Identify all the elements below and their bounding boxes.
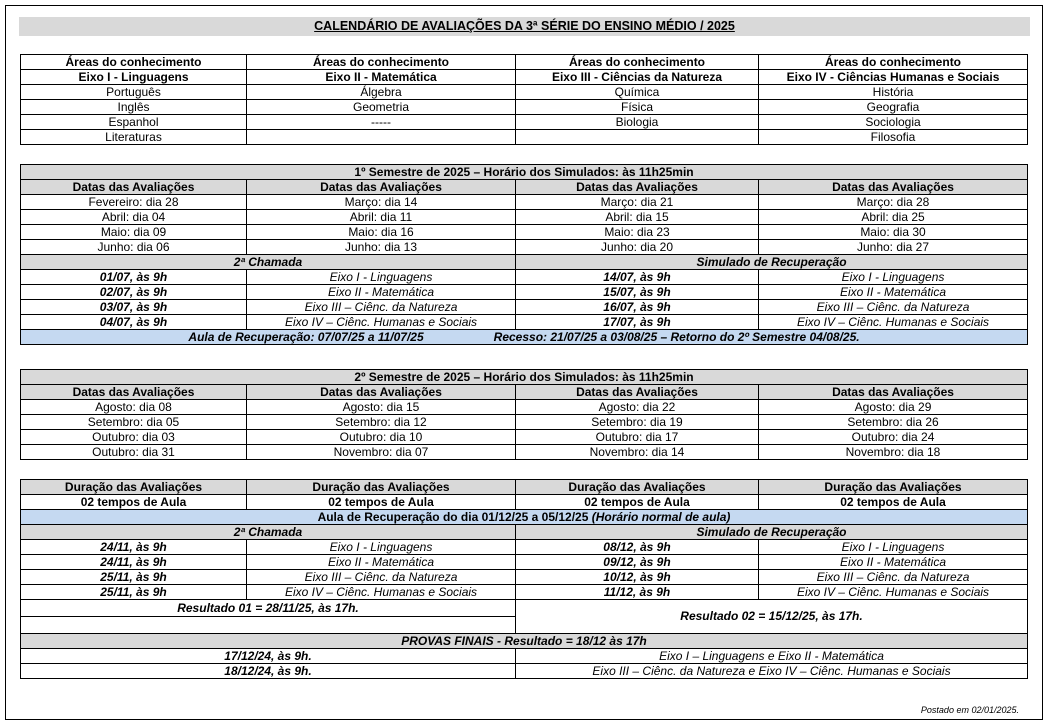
schedule-eixo: Eixo III – Ciênc. da Natureza [759, 570, 1028, 585]
dates-header: Datas das Avaliações [516, 385, 759, 400]
date-cell: Junho: dia 20 [516, 240, 759, 255]
duracao-header: Duração das Avaliações [21, 480, 247, 495]
duracao-value: 02 tempos de Aula [247, 495, 516, 510]
schedule-date: 04/07, às 9h [21, 315, 247, 330]
section-labels-row [21, 255, 1028, 270]
schedule-eixo: Eixo I - Linguagens [759, 270, 1028, 285]
date-cell: Novembro: dia 18 [759, 445, 1028, 460]
recuperacao-recesso-cell [21, 330, 1028, 345]
resultado1-spacer [21, 617, 516, 634]
dates-header-row [21, 385, 1028, 400]
schedule-row [21, 300, 1028, 315]
dates-header: Datas das Avaliações [21, 180, 247, 195]
schedule-date: 16/07, às 9h [516, 300, 759, 315]
aula-recuperacao-text: Aula de Recuperação: 07/07/25 a 11/07/25 [188, 329, 424, 344]
schedule-row [21, 555, 1028, 570]
resultado2: Resultado 02 = 15/12/25, às 17h. [516, 600, 1028, 634]
eixo-label: Eixo I - Linguagens [21, 70, 247, 85]
schedule-date: 24/11, às 9h [21, 555, 247, 570]
resultados-row [21, 600, 1028, 617]
provas-finais-title-row [21, 634, 1028, 649]
chamada-label: 2ª Chamada [21, 255, 516, 270]
duracao-header: Duração das Avaliações [759, 480, 1028, 495]
date-cell: Setembro: dia 26 [759, 415, 1028, 430]
date-cell: Outubro: dia 03 [21, 430, 247, 445]
schedule-date: 14/07, às 9h [516, 270, 759, 285]
schedule-date: 03/07, às 9h [21, 300, 247, 315]
date-row [21, 430, 1028, 445]
date-row [21, 225, 1028, 240]
subject-row [21, 115, 1028, 130]
schedule-date: 02/07, às 9h [21, 285, 247, 300]
recuperacao-label: Simulado de Recuperação [516, 255, 1028, 270]
date-cell: Novembro: dia 07 [247, 445, 516, 460]
subject-cell: Biologia [516, 115, 759, 130]
semester1-title-row [21, 165, 1028, 180]
date-cell: Outubro: dia 10 [247, 430, 516, 445]
date-cell: Fevereiro: dia 28 [21, 195, 247, 210]
date-cell: Maio: dia 30 [759, 225, 1028, 240]
subject-row [21, 100, 1028, 115]
provas-finais-eixos: Eixo III – Ciênc. da Natureza e Eixo IV – Ciênc. Humanas e Sociais [516, 664, 1028, 679]
subject-cell: Literaturas [21, 130, 247, 145]
areas-header: Áreas do conhecimento [247, 55, 516, 70]
date-cell: Março: dia 14 [247, 195, 516, 210]
date-row [21, 210, 1028, 225]
subject-row [21, 130, 1028, 145]
duracao-value: 02 tempos de Aula [21, 495, 247, 510]
recuperacao-recesso-row [21, 330, 1028, 345]
subject-cell [516, 130, 759, 145]
schedule-eixo: Eixo IV – Ciênc. Humanas e Sociais [759, 315, 1028, 330]
dates-header: Datas das Avaliações [247, 385, 516, 400]
schedule-eixo: Eixo III – Ciênc. da Natureza [247, 300, 516, 315]
subject-cell: Sociologia [759, 115, 1028, 130]
schedule-eixo: Eixo II - Matemática [759, 555, 1028, 570]
subject-cell [247, 130, 516, 145]
provas-finais-row [21, 649, 1028, 664]
schedule-date: 09/12, às 9h [516, 555, 759, 570]
subject-cell: Geometria [247, 100, 516, 115]
provas-finais-date: 18/12/24, às 9h. [21, 664, 516, 679]
eixo-label: Eixo II - Matemática [247, 70, 516, 85]
subject-cell: Química [516, 85, 759, 100]
date-cell: Agosto: dia 29 [759, 400, 1028, 415]
schedule-row [21, 270, 1028, 285]
section-labels-row [21, 525, 1028, 540]
date-cell: Junho: dia 27 [759, 240, 1028, 255]
aula-recuperacao-cell [21, 510, 1028, 525]
recesso-text: Recesso: 21/07/25 a 03/08/25 – Retorno do 2º Semestre 04/08/25. [493, 329, 860, 344]
aula-recuperacao-note: (Horário normal de aula) [591, 509, 731, 524]
schedule-row [21, 285, 1028, 300]
date-cell: Maio: dia 09 [21, 225, 247, 240]
duracao-value: 02 tempos de Aula [759, 495, 1028, 510]
date-cell: Abril: dia 15 [516, 210, 759, 225]
schedule-eixo: Eixo IV – Ciênc. Humanas e Sociais [759, 585, 1028, 600]
date-row [21, 415, 1028, 430]
schedule-eixo: Eixo III – Ciênc. da Natureza [247, 570, 516, 585]
duracao-table [20, 479, 1028, 679]
date-row [21, 195, 1028, 210]
areas-header: Áreas do conhecimento [516, 55, 759, 70]
duracao-value: 02 tempos de Aula [516, 495, 759, 510]
aula-recuperacao-row [21, 510, 1028, 525]
subject-cell: ----- [247, 115, 516, 130]
schedule-eixo: Eixo II - Matemática [247, 285, 516, 300]
duracao-header-row [21, 480, 1028, 495]
date-cell: Outubro: dia 24 [759, 430, 1028, 445]
dates-header: Datas das Avaliações [516, 180, 759, 195]
schedule-eixo: Eixo IV – Ciênc. Humanas e Sociais [247, 315, 516, 330]
dates-header: Datas das Avaliações [21, 385, 247, 400]
date-row [21, 400, 1028, 415]
date-cell: Março: dia 28 [759, 195, 1028, 210]
date-cell: Agosto: dia 08 [21, 400, 247, 415]
aula-recuperacao-main: Aula de Recuperação do dia 01/12/25 a 05/12/25 [317, 509, 592, 524]
eixos-row [21, 70, 1028, 85]
semester2-title-row [21, 370, 1028, 385]
schedule-eixo: Eixo II - Matemática [247, 555, 516, 570]
document-title: CALENDÁRIO DE AVALIAÇÕES DA 3ª SÉRIE DO ENSINO MÉDIO / 2025 [19, 17, 1030, 36]
date-row [21, 240, 1028, 255]
dates-header: Datas das Avaliações [759, 385, 1028, 400]
date-cell: Agosto: dia 22 [516, 400, 759, 415]
subject-cell: Português [21, 85, 247, 100]
duracao-value-row [21, 495, 1028, 510]
subject-cell: Filosofia [759, 130, 1028, 145]
date-cell: Abril: dia 11 [247, 210, 516, 225]
duracao-header: Duração das Avaliações [247, 480, 516, 495]
schedule-row [21, 540, 1028, 555]
schedule-date: 15/07, às 9h [516, 285, 759, 300]
schedule-eixo: Eixo III – Ciênc. da Natureza [759, 300, 1028, 315]
schedule-date: 25/11, às 9h [21, 585, 247, 600]
schedule-row [21, 315, 1028, 330]
schedule-date: 17/07, às 9h [516, 315, 759, 330]
schedule-date: 08/12, às 9h [516, 540, 759, 555]
semester2-title: 2º Semestre de 2025 – Horário dos Simulados: às 11h25min [21, 370, 1028, 385]
areas-table [20, 54, 1028, 145]
subject-cell: Álgebra [247, 85, 516, 100]
date-cell: Outubro: dia 17 [516, 430, 759, 445]
date-cell: Setembro: dia 05 [21, 415, 247, 430]
date-cell: Junho: dia 13 [247, 240, 516, 255]
schedule-eixo: Eixo I - Linguagens [247, 540, 516, 555]
recuperacao-label: Simulado de Recuperação [516, 525, 1028, 540]
schedule-eixo: Eixo IV – Ciênc. Humanas e Sociais [247, 585, 516, 600]
schedule-eixo: Eixo I - Linguagens [759, 540, 1028, 555]
posted-date: Postado em 02/01/2025. [920, 705, 1019, 715]
date-cell: Abril: dia 04 [21, 210, 247, 225]
schedule-date: 25/11, às 9h [21, 570, 247, 585]
eixo-label: Eixo IV - Ciências Humanas e Sociais [759, 70, 1028, 85]
subject-cell: Inglês [21, 100, 247, 115]
schedule-date: 11/12, às 9h [516, 585, 759, 600]
date-cell: Maio: dia 23 [516, 225, 759, 240]
provas-finais-row [21, 664, 1028, 679]
date-row [21, 445, 1028, 460]
subject-cell: Física [516, 100, 759, 115]
semester2-table [20, 369, 1028, 460]
eixo-label: Eixo III - Ciências da Natureza [516, 70, 759, 85]
date-cell: Setembro: dia 19 [516, 415, 759, 430]
dates-header-row [21, 180, 1028, 195]
date-cell: Setembro: dia 12 [247, 415, 516, 430]
resultado1: Resultado 01 = 28/11/25, às 17h. [21, 600, 516, 617]
date-cell: Abril: dia 25 [759, 210, 1028, 225]
areas-header-row [21, 55, 1028, 70]
date-cell: Agosto: dia 15 [247, 400, 516, 415]
areas-header: Áreas do conhecimento [21, 55, 247, 70]
subject-cell: História [759, 85, 1028, 100]
provas-finais-date: 17/12/24, às 9h. [21, 649, 516, 664]
schedule-row [21, 585, 1028, 600]
areas-header: Áreas do conhecimento [759, 55, 1028, 70]
subject-row [21, 85, 1028, 100]
subject-cell: Geografia [759, 100, 1028, 115]
schedule-eixo: Eixo I - Linguagens [247, 270, 516, 285]
chamada-label: 2ª Chamada [21, 525, 516, 540]
schedule-date: 24/11, às 9h [21, 540, 247, 555]
date-cell: Março: dia 21 [516, 195, 759, 210]
dates-header: Datas das Avaliações [759, 180, 1028, 195]
date-cell: Novembro: dia 14 [516, 445, 759, 460]
semester1-table [20, 164, 1028, 345]
provas-finais-title: PROVAS FINAIS - Resultado = 18/12 às 17h [21, 634, 1028, 649]
date-cell: Junho: dia 06 [21, 240, 247, 255]
semester1-title: 1º Semestre de 2025 – Horário dos Simulados: às 11h25min [21, 165, 1028, 180]
date-cell: Maio: dia 16 [247, 225, 516, 240]
duracao-header: Duração das Avaliações [516, 480, 759, 495]
subject-cell: Espanhol [21, 115, 247, 130]
provas-finais-eixos: Eixo I – Linguagens e Eixo II - Matemática [516, 649, 1028, 664]
schedule-date: 10/12, às 9h [516, 570, 759, 585]
schedule-eixo: Eixo II - Matemática [759, 285, 1028, 300]
schedule-date: 01/07, às 9h [21, 270, 247, 285]
schedule-row [21, 570, 1028, 585]
dates-header: Datas das Avaliações [247, 180, 516, 195]
date-cell: Outubro: dia 31 [21, 445, 247, 460]
